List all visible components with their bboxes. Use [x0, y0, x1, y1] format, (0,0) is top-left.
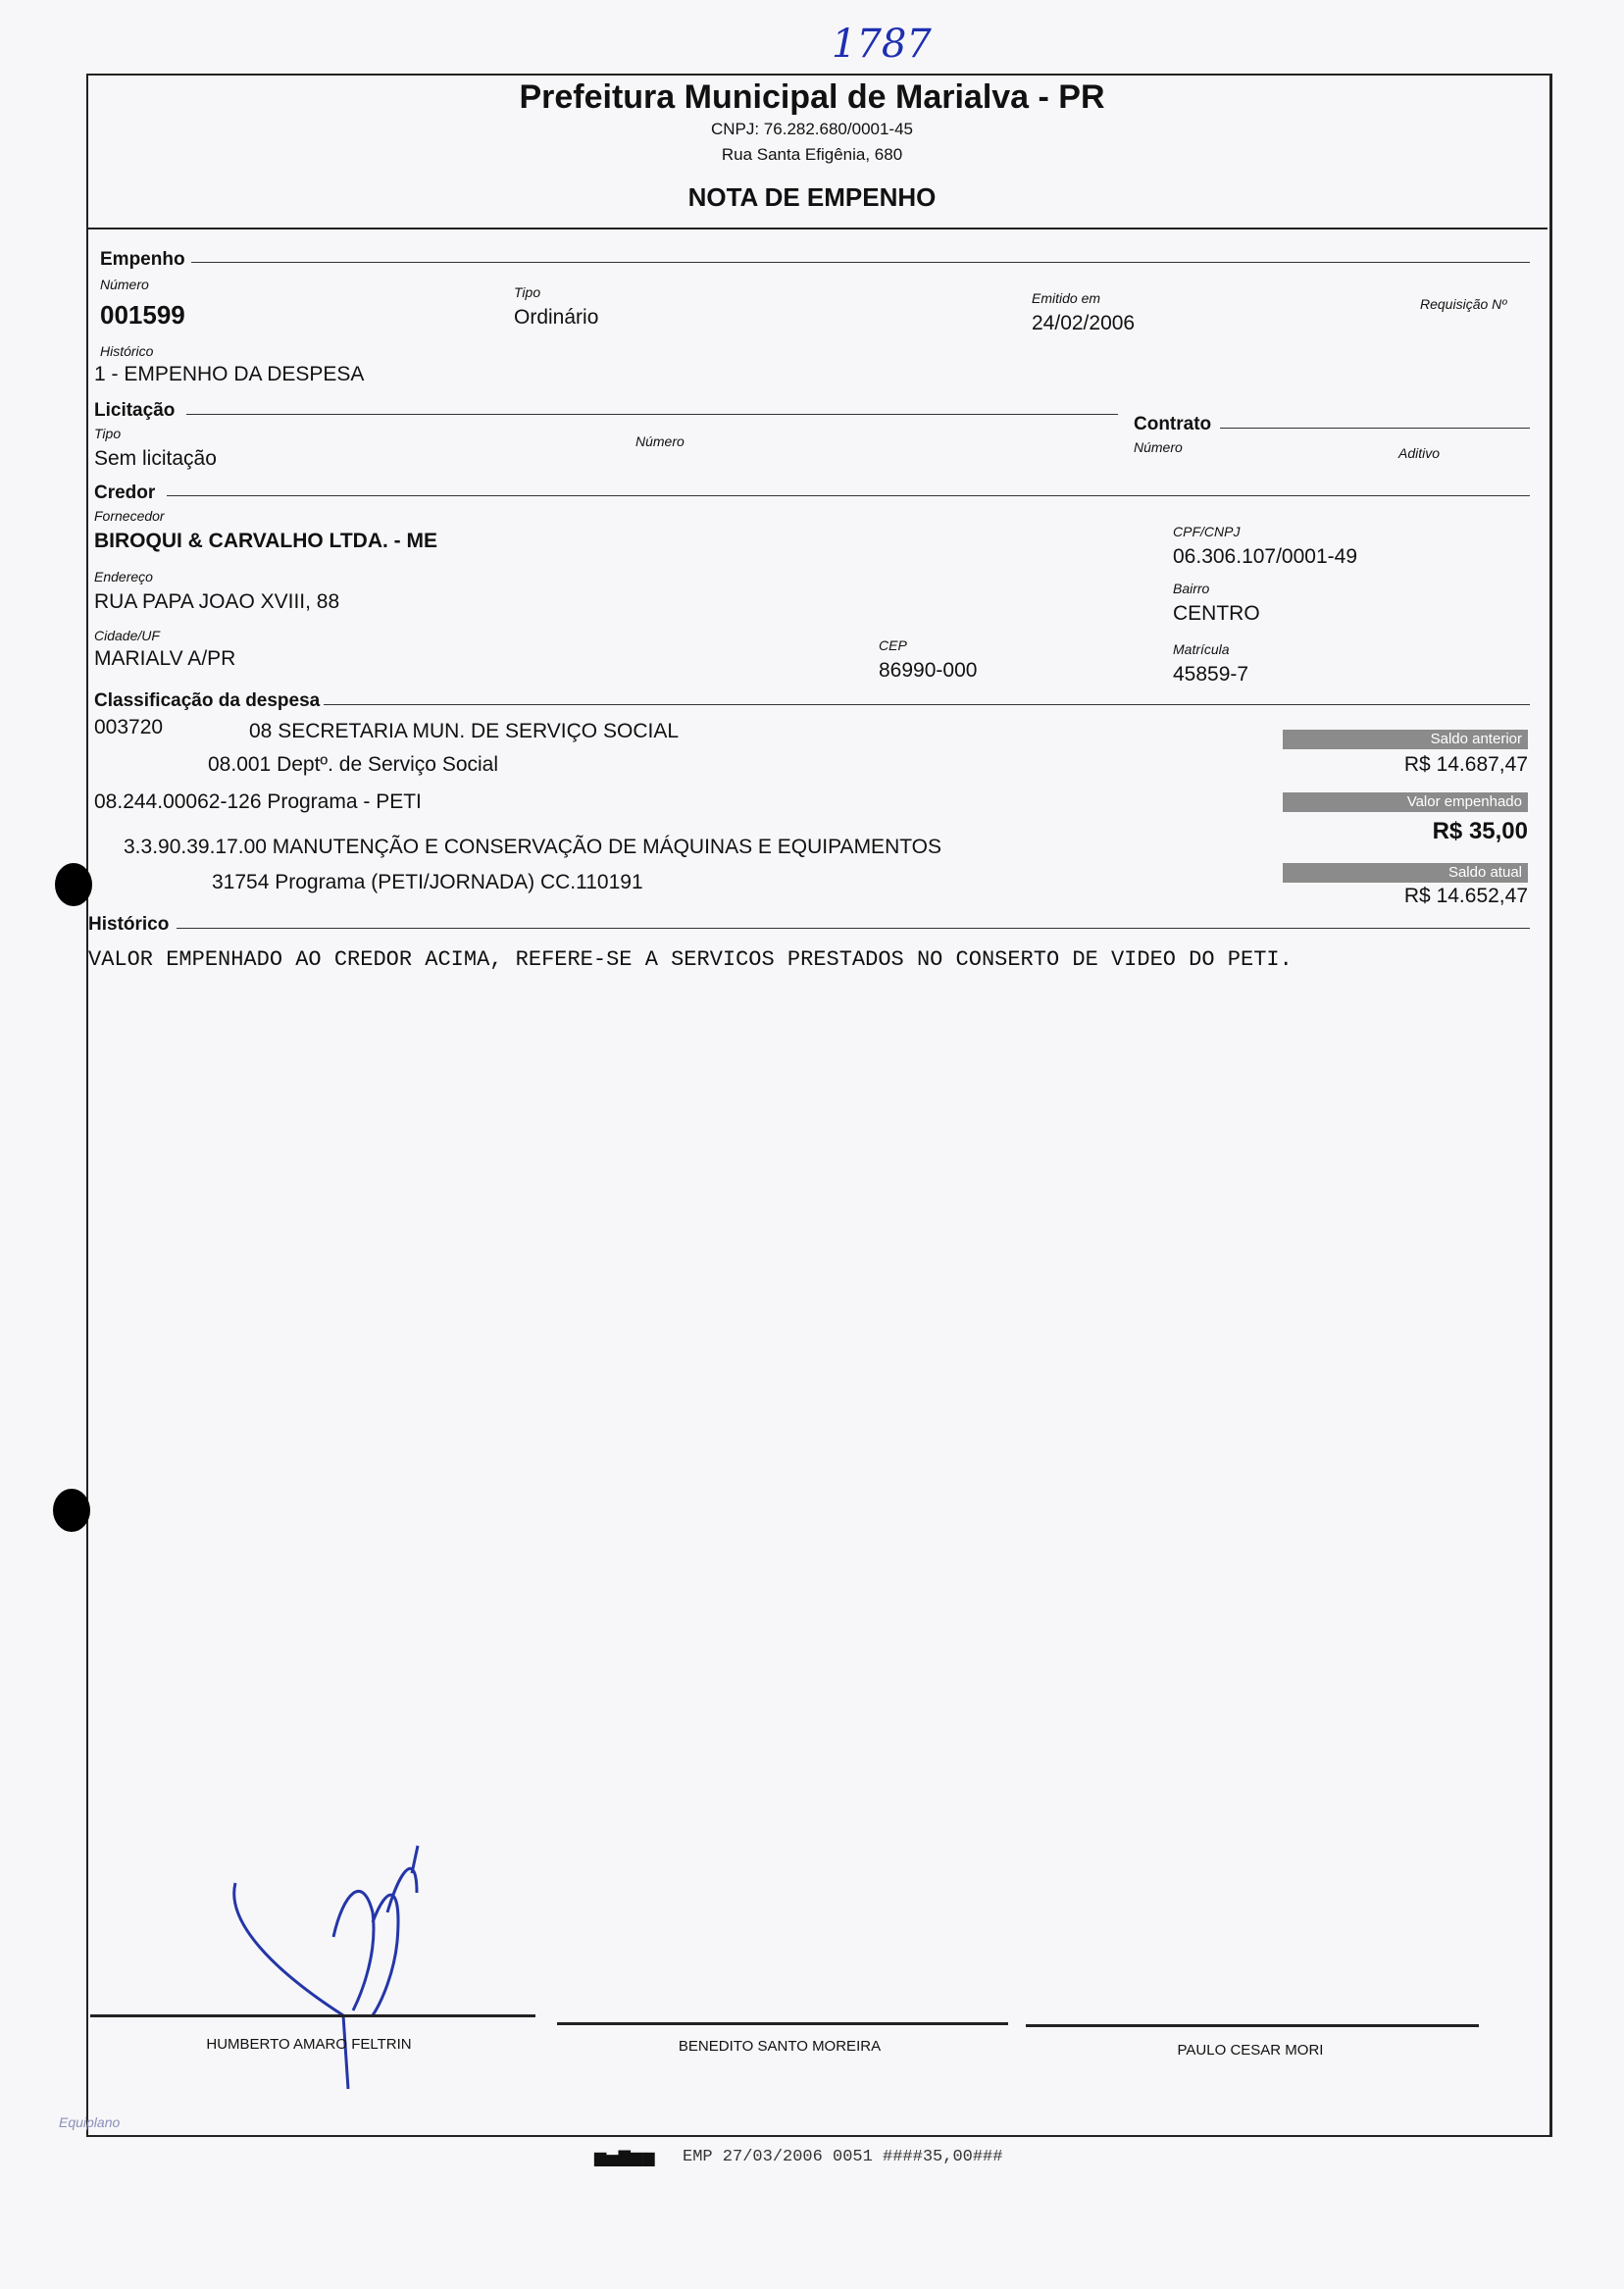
empenho-tipo: Ordinário: [514, 306, 599, 329]
classificacao-secretaria: 08 SECRETARIA MUN. DE SERVIÇO SOCIAL: [249, 720, 680, 742]
section-rule: [177, 928, 1530, 929]
signature-line: [1026, 2024, 1479, 2027]
signature-line: [90, 2014, 535, 2017]
section-rule: [324, 704, 1530, 705]
matricula-value: 45859-7: [1173, 663, 1249, 686]
punch-hole: [55, 863, 92, 906]
emitido-label: Emitido em: [1032, 290, 1101, 306]
page-title: Prefeitura Municipal de Marialva - PR: [519, 78, 1105, 116]
barcode-icon: ▆▅▇▆▆: [594, 2150, 655, 2166]
saldo-atual-label: Saldo atual: [1283, 863, 1528, 883]
fornecedor-name: BIROQUI & CARVALHO LTDA. - ME: [94, 530, 437, 552]
header-divider: [86, 228, 1548, 229]
handwritten-number: 1787: [832, 22, 932, 67]
empenho-numero-label: Número: [100, 277, 149, 292]
classificacao-departamento: 08.001 Deptº. de Serviço Social: [208, 753, 499, 776]
saldo-anterior-value: R$ 14.687,47: [1403, 753, 1528, 776]
software-label: Equiplano: [59, 2114, 121, 2130]
address-text: Rua Santa Efigênia, 680: [721, 145, 903, 164]
historico-text: VALOR EMPENHADO AO CREDOR ACIMA, REFERE-SE A SERVICOS PRESTADOS NO CONSERTO DE VIDEO DO PETI.: [88, 947, 1293, 972]
valor-empenhado-value: R$ 35,00: [1432, 818, 1528, 844]
document-title: NOTA DE EMPENHO: [687, 182, 937, 212]
licitacao-section-title: Licitação: [94, 400, 176, 421]
licitacao-numero-label: Número: [635, 433, 685, 449]
section-rule: [167, 495, 1530, 496]
classificacao-natureza: 3.3.90.39.17.00 MANUTENÇÃO E CONSERVAÇÃO DE MÁQUINAS E EQUIPAMENTOS: [124, 836, 942, 858]
valor-empenhado-label: Valor empenhado: [1283, 792, 1528, 812]
empenho-section-title: Empenho: [100, 249, 185, 270]
contrato-numero-label: Número: [1134, 439, 1183, 455]
licitacao-tipo: Sem licitação: [94, 447, 217, 470]
historico-label: Histórico: [100, 343, 154, 359]
saldo-anterior-label: Saldo anterior: [1283, 730, 1528, 749]
requisicao-label: Requisição Nº: [1420, 296, 1507, 312]
endereco-label: Endereço: [94, 569, 153, 585]
emitido-date: 24/02/2006: [1032, 312, 1136, 334]
classificacao-code: 003720: [94, 716, 164, 738]
signature-line: [557, 2022, 1008, 2025]
saldo-atual-value: R$ 14.652,47: [1403, 885, 1528, 907]
empenho-tipo-label: Tipo: [514, 284, 541, 300]
cnpj-text: CNPJ: 76.282.680/0001-45: [710, 120, 914, 138]
cpf-value: 06.306.107/0001-49: [1173, 545, 1358, 568]
bairro-label: Bairro: [1173, 581, 1210, 596]
bank-stamp: EMP 27/03/2006 0051 ####35,00###: [683, 2148, 1003, 2166]
endereco-value: RUA PAPA JOAO XVIII, 88: [94, 590, 340, 613]
signature-scribble: [216, 1844, 451, 2099]
cep-label: CEP: [879, 637, 907, 653]
classificacao-programa: 08.244.00062-126 Programa - PETI: [94, 790, 422, 813]
credor-section-title: Credor: [94, 483, 156, 503]
licitacao-tipo-label: Tipo: [94, 426, 122, 441]
historico-section-title: Histórico: [88, 914, 170, 935]
contrato-section-title: Contrato: [1134, 414, 1212, 434]
section-rule: [191, 262, 1530, 263]
classificacao-section-title: Classificação da despesa: [94, 690, 321, 711]
section-rule: [1220, 428, 1530, 429]
empenho-historico: 1 - EMPENHO DA DESPESA: [94, 363, 365, 385]
empenho-numero: 001599: [100, 300, 185, 330]
matricula-label: Matrícula: [1173, 641, 1230, 657]
cep-value: 86990-000: [879, 659, 978, 682]
punch-hole: [53, 1489, 90, 1532]
fornecedor-label: Fornecedor: [94, 508, 165, 524]
section-rule: [186, 414, 1118, 415]
bairro-value: CENTRO: [1173, 602, 1260, 625]
classificacao-fonte: 31754 Programa (PETI/JORNADA) CC.110191: [212, 871, 643, 893]
cpf-label: CPF/CNPJ: [1173, 524, 1241, 539]
cidade-label: Cidade/UF: [94, 628, 160, 643]
signatory-name: HUMBERTO AMARO FELTRIN: [206, 2036, 412, 2053]
contrato-aditivo-label: Aditivo: [1398, 445, 1441, 461]
cidade-value: MARIALV A/PR: [94, 647, 236, 670]
signatory-name: PAULO CESAR MORI: [1177, 2042, 1324, 2059]
signatory-name: BENEDITO SANTO MOREIRA: [678, 2038, 882, 2055]
